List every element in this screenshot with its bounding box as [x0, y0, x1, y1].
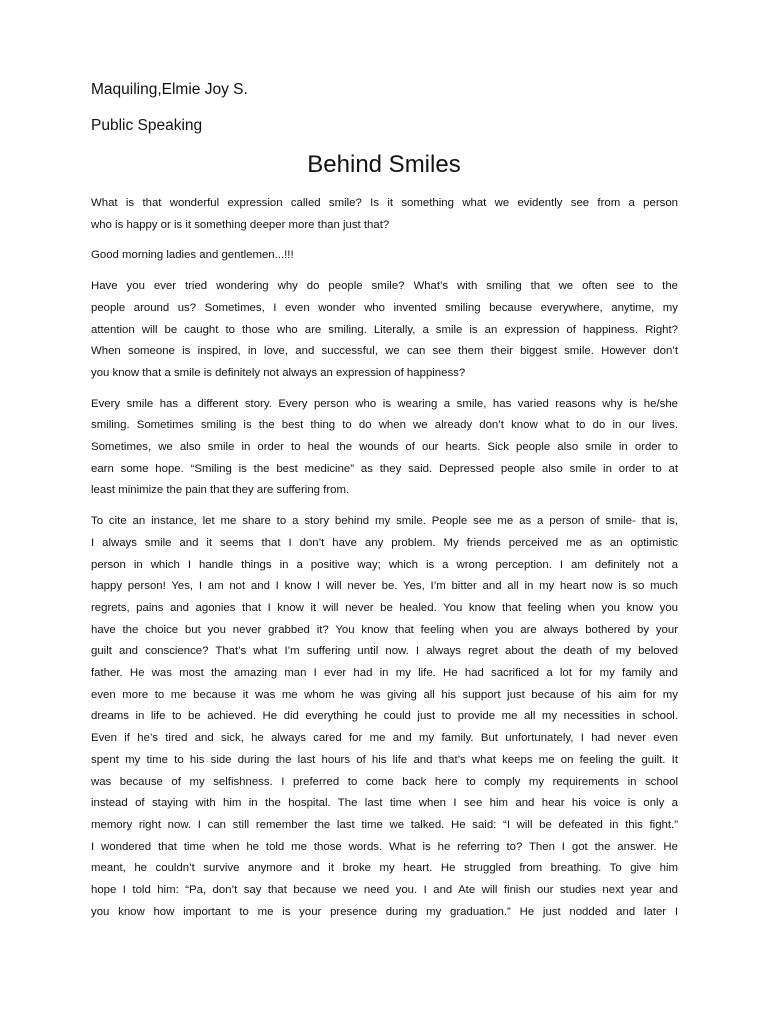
text-line: you know how important to me is your presence during my graduation.” He just nodded and later I: [91, 905, 678, 918]
paragraph-2: [91, 245, 678, 267]
text-line: even more to me because it was me whom he was giving all his support just because of his aim for my: [91, 688, 678, 701]
text-line: dreams in life to be achieved. He did everything he could just to provide me all my necessities in school.: [91, 710, 678, 723]
text-line: earn some hope. “Smiling is the best medicine” as they said. Depressed people also smile in order to at: [91, 462, 678, 475]
text-line: people around us? Sometimes, I even wonder who invented smiling because everywhere, anytime, my: [91, 301, 678, 314]
text-line: Even if he’s tired and sick, he always cared for me and my family. But unfortunately, I had never even: [91, 732, 678, 745]
text-line: meant, he couldn’t survive anymore and it broke my heart. He struggled from breathing. To give him: [91, 862, 678, 875]
text-line: you know that a smile is definitely not always an expression of happiness?: [91, 366, 466, 379]
text-line: instead of staying with him in the hospital. The last time when I see him and hear his voice is only a: [91, 797, 678, 810]
text-line: regrets, pains and agonies that I know it will never be healed. You know that feeling when you know you: [91, 601, 678, 614]
author-name: Maquiling,Elmie Joy S.: [91, 81, 248, 98]
text-line: What is that wonderful expression called smile? Is it something what we evidently see from a person: [91, 197, 678, 209]
text-line: have the choice but you never grabbed it? You know that feeling when you are always bothered by your: [91, 623, 678, 636]
paragraph-3: [91, 276, 678, 385]
text-line: father. He was most the amazing man I ever had in my life. He had sacrificed a lot for my family and: [91, 667, 678, 680]
text-line: memory right now. I can still remember the last time we talked. He said: “I will be defeated in this fight.”: [91, 818, 678, 831]
text-line: To cite an instance, let me share to a story behind my smile. People see me as a person of smile- that is,: [91, 515, 678, 528]
paragraph-5: [91, 511, 678, 923]
text-line: Every smile has a different story. Every person who is wearing a smile, has varied reasons why is he/she: [91, 397, 678, 410]
text-line: smiling. Sometimes smiling is the best thing to do when we already don’t know what to do in our lives.: [91, 419, 678, 432]
text-line: attention will be caught to those who are smiling. Literally, a smile is an expression of happiness. Right?: [91, 323, 678, 336]
text-line: person in which I handle things in a positive way; which is a wrong perception. I am definitely not a: [91, 558, 678, 571]
text-line: was because of my selfishness. I preferred to come back here to comply my requirements in school: [91, 775, 678, 788]
document-title: Behind Smiles: [307, 151, 461, 178]
text-line: who is happy or is it something deeper more than just that?: [91, 218, 390, 231]
text-line: Sometimes, we also smile in order to heal the wounds of our hearts. Sick people also smile in order to: [91, 441, 678, 454]
paragraph-4: [91, 394, 678, 503]
text-line: guilt and conscience? That’s what I’m suffering until now. I always regret about the death of my beloved: [91, 645, 678, 658]
text-line: Good morning ladies and gentlemen...!!!: [91, 249, 294, 262]
text-line: I wondered that time when he told me those words. What is he referring to? Then I got the answer. He: [91, 840, 678, 853]
course-name: Public Speaking: [91, 117, 203, 134]
text-line: hope I told him: “Pa, don’t say that because we need you. I and Ate will finish our studies next year and: [91, 884, 678, 897]
text-line: happy person! Yes, I am not and I know I will never be. Yes, I’m bitter and all in my heart now is so much: [91, 580, 678, 593]
text-line: When someone is inspired, in love, and successful, we can see them their biggest smile. However don’t: [91, 345, 678, 358]
text-line: Have you ever tried wondering why do people smile? What’s with smiling that we often see to the: [91, 280, 678, 293]
text-line: spent my time to his side during the last hours of his life and that’s what keeps me on feeling the guilt. It: [91, 753, 678, 766]
text-line: I always smile and it seems that I don’t have any problem. My friends perceived me as an optimistic: [91, 536, 678, 549]
document-body: [91, 193, 678, 933]
text-line: least minimize the pain that they are suffering from.: [91, 484, 350, 497]
paragraph-1: [91, 193, 678, 236]
